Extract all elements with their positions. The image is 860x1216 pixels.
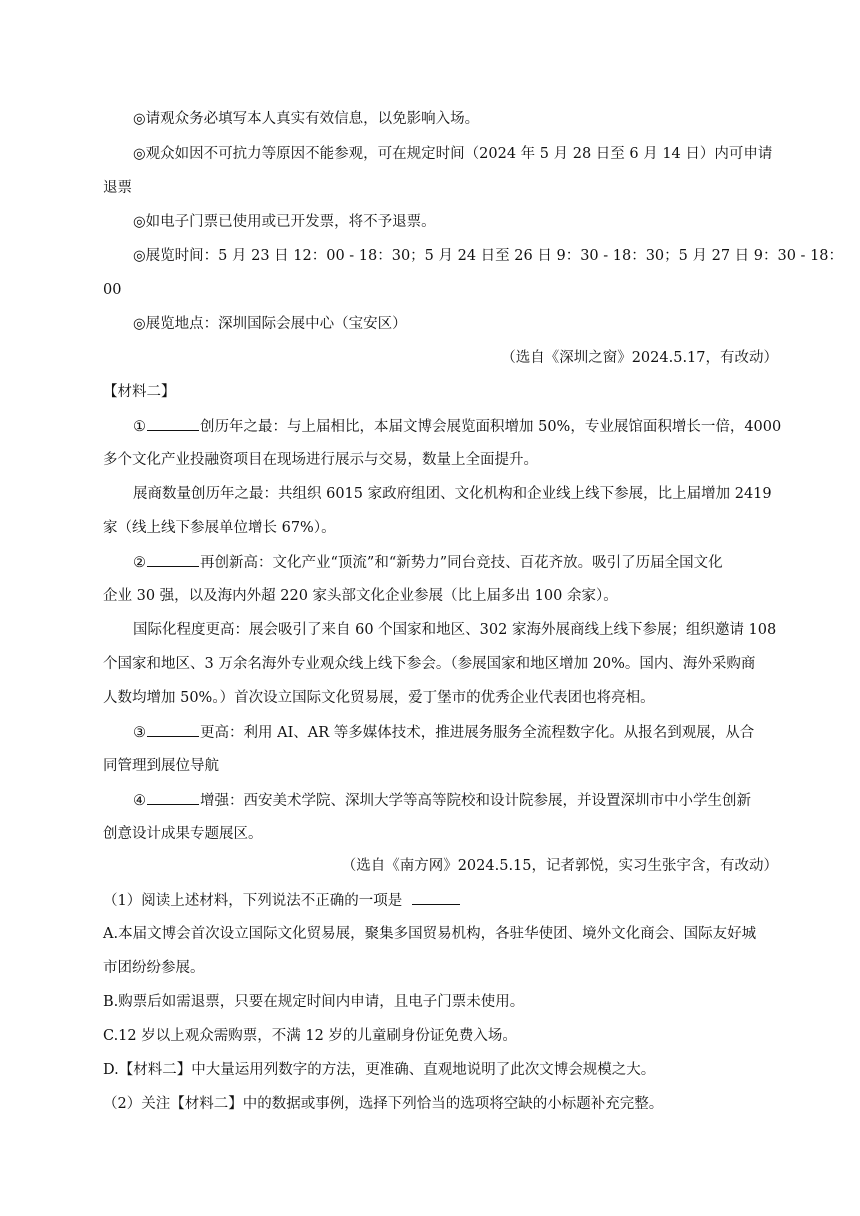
item-4-line-2: 创意设计成果专题展区。 (103, 826, 263, 842)
item-2-line-1 (133, 552, 723, 572)
item-2-number: ② (133, 555, 146, 571)
notice-exhibition-venue: ◎展览地点：深圳国际会展中心（宝安区） (133, 316, 407, 332)
item-1-line-2: 多个文化产业投融资项目在现场进行展示与交易，数量上全面提升。 (103, 452, 538, 468)
question-1-text: （1）阅读上述材料，下列说法不正确的一项是 (103, 893, 403, 909)
fill-blank-4[interactable] (147, 790, 199, 805)
item-3-text: 更高：利用 AI、AR 等多媒体技术，推进展务服务全流程数字化。从报名到观展，从合 (200, 725, 755, 741)
exhibitors-line-1: 展商数量创历年之最：共组织 6015 家政府组团、文化机构和企业线上线下参展，比上届增加 2419 (133, 486, 772, 502)
notice-exhibition-time: ◎展览时间：5 月 23 日 12：00 ‐ 18：30；5 月 24 日至 26 日 9：30 ‐ 18：30；5 月 27 日 9：30 ‐ 18： (133, 248, 844, 264)
material-two-heading: 【材料二】 (103, 384, 176, 400)
notice-refund-cont: 退票 (103, 180, 132, 196)
notice-info: ◎请观众务必填写本人真实有效信息，以免影响入场。 (133, 111, 480, 127)
item-4-line-1 (133, 790, 751, 810)
item-3-line-1 (133, 722, 754, 742)
fill-blank-1[interactable] (147, 416, 199, 431)
item-2-line-2: 企业 30 强，以及海内外超 220 家头部文化企业参展（比上届多出 100 余家）。 (103, 588, 618, 604)
item-4-number: ④ (133, 793, 146, 809)
intl-line-2: 个国家和地区、3 万余名海外专业观众线上线下参会。（参展国家和地区增加 20%。国内、海外采购商 (103, 656, 756, 672)
item-2-text: 再创新高：文化产业“顶流”和“新势力”同台竞技、百花齐放。吸引了历届全国文化 (200, 555, 723, 571)
item-1-number: ① (133, 419, 146, 435)
fill-blank-3[interactable] (147, 722, 199, 737)
material-one-source: （选自《深圳之窗》2024.5.17，有改动） (501, 350, 778, 366)
item-1-text: 创历年之最：与上届相比，本届文博会展览面积增加 50%，专业展馆面积增长一倍，4000 (200, 419, 782, 435)
answer-blank-q1[interactable] (412, 890, 460, 905)
item-4-text: 增强：西安美术学院、深圳大学等高等院校和设计院参展，并设置深圳市中小学生创新 (200, 793, 751, 809)
option-c: C.12 岁以上观众需购票，不满 12 岁的儿童刷身份证免费入场。 (103, 1028, 517, 1044)
option-a-line-1: A.本届文博会首次设立国际文化贸易展，聚集多国贸易机构，各驻华使团、境外文化商会、国际友好城 (103, 926, 757, 942)
material-two-source: （选自《南方网》2024.5.15，记者郭悦，实习生张宇含，有改动） (341, 858, 778, 874)
fill-blank-2[interactable] (147, 552, 199, 567)
option-a-line-2: 市团纷纷参展。 (103, 960, 205, 976)
intl-line-1: 国际化程度更高：展会吸引了来自 60 个国家和地区、302 家海外展商线上线下参展；组织邀请 108 (133, 622, 777, 638)
question-1-stem (103, 890, 460, 910)
notice-exhibition-time-cont: 00 (103, 282, 122, 298)
item-3-number: ③ (133, 725, 146, 741)
option-d: D.【材料二】中大量运用列数字的方法，更准确、直观地说明了此次文博会规模之大。 (103, 1062, 656, 1078)
exhibitors-line-2: 家（线上线下参展单位增长 67%）。 (103, 520, 336, 536)
option-b: B.购票后如需退票，只要在规定时间内申请，且电子门票未使用。 (103, 994, 525, 1010)
notice-no-refund: ◎如电子门票已使用或已开发票，将不予退票。 (133, 214, 436, 230)
question-2-stem: （2）关注【材料二】中的数据或事例，选择下列恰当的选项将空缺的小标题补充完整。 (103, 1096, 664, 1112)
item-3-line-2: 同管理到展位导航 (103, 758, 219, 774)
notice-refund: ◎观众如因不可抗力等原因不能参观，可在规定时间（2024 年 5 月 28 日至 6 月 14 日）内可申请 (133, 146, 773, 162)
item-1-line-1 (133, 416, 781, 436)
intl-line-3: 人数均增加 50%。）首次设立国际文化贸易展，爱丁堡市的优秀企业代表团也将亮相。 (103, 690, 655, 706)
